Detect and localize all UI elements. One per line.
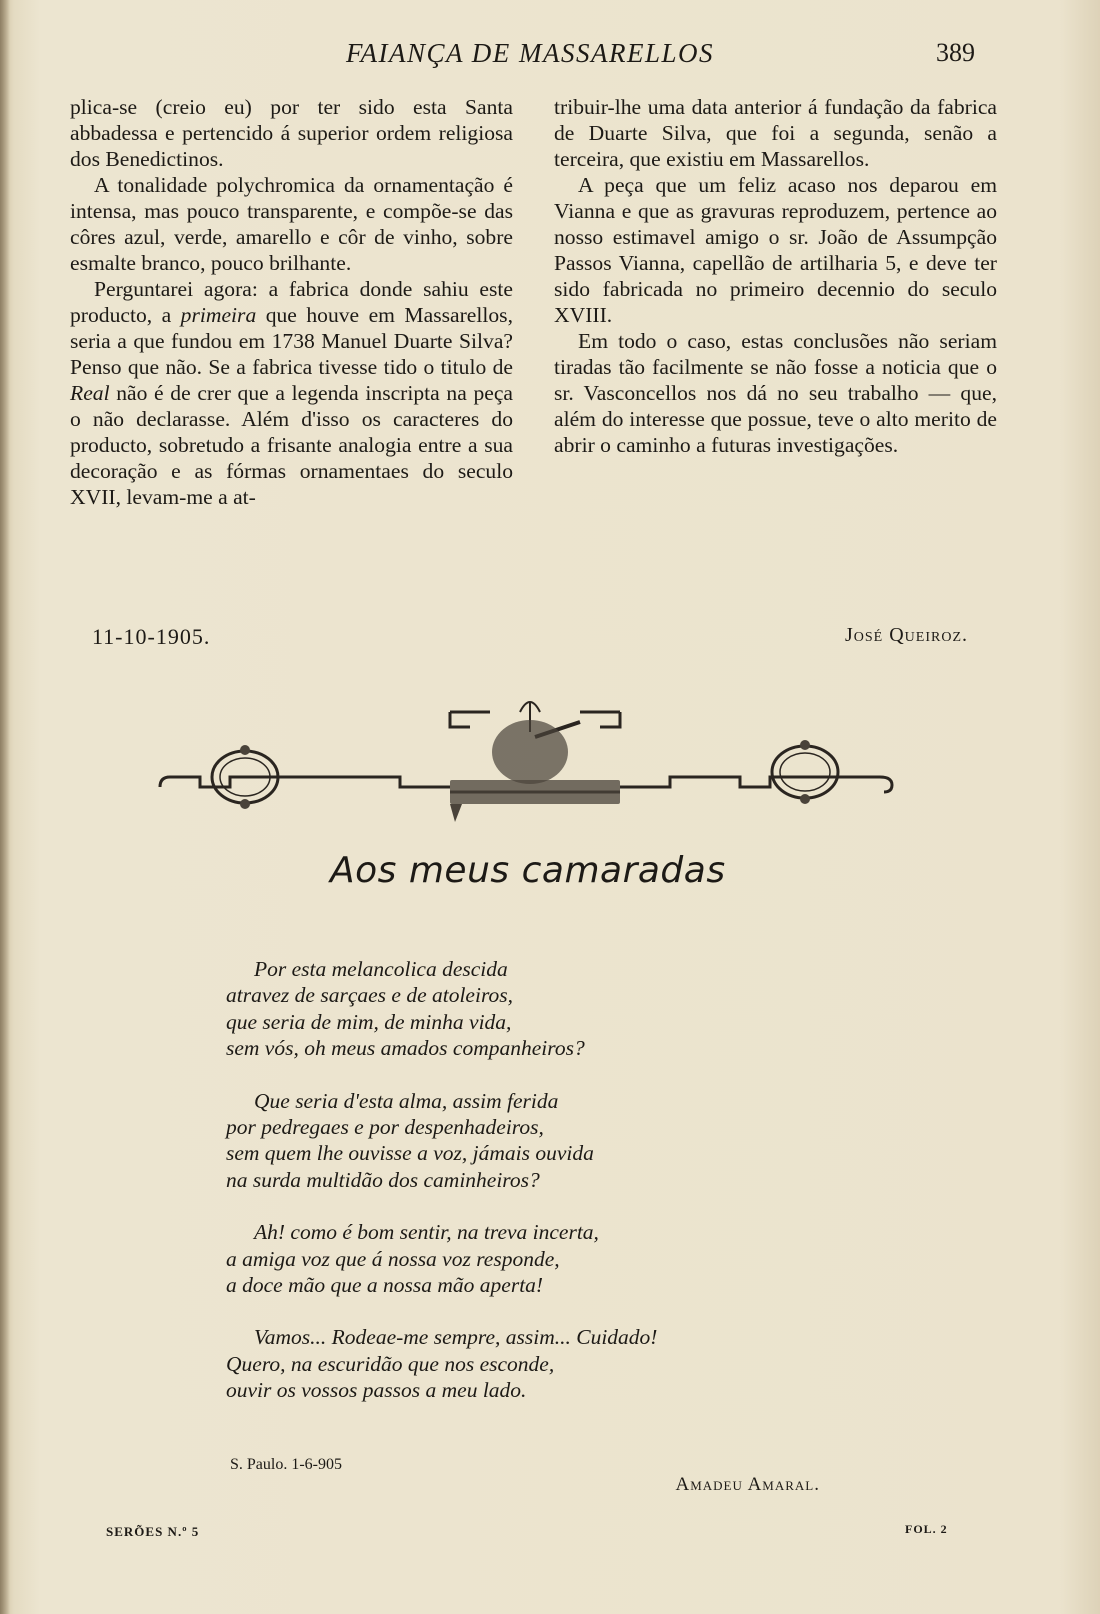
poem-line: Quero, na escuridão que nos esconde,: [226, 1351, 555, 1376]
text-run: Perguntarei agora: a fabrica donde sahiu este producto, a: [70, 277, 513, 327]
emphasis: primeira: [180, 303, 257, 327]
poem-line: Que seria d'esta alma, assim ferida: [254, 1088, 559, 1113]
poem-line: atravez de sarçaes e de atoleiros,: [226, 983, 514, 1008]
running-title: FAIANÇA DE MASSARELLOS: [346, 38, 714, 68]
stanza: [226, 1324, 866, 1403]
poem-line: sem quem lhe ouvisse a voz, jámais ouvida: [226, 1141, 594, 1166]
poem-line: a doce mão que a nossa mão aperta!: [226, 1273, 544, 1298]
poem-line: Ah! como é bom sentir, na treva incerta,: [254, 1220, 599, 1245]
stanza: [226, 1088, 866, 1194]
stanza: [226, 1219, 866, 1298]
footer-issue: SERÕES N.º 5: [106, 1524, 200, 1539]
poem: [226, 956, 866, 1430]
poem-line: por pedregaes e por despenhadeiros,: [226, 1115, 544, 1140]
paragraph: tribuir-lhe uma data anterior á fundação da fabrica de Duarte Silva, que foi a segunda, senão a terceira, que existiu em Massarellos.: [554, 95, 997, 171]
poem-title: Aos meus camaradas: [330, 850, 726, 891]
page-number: 389: [936, 38, 975, 67]
poem-line: que seria de mim, de minha vida,: [226, 1009, 512, 1034]
article-date: 11-10-1905.: [92, 624, 211, 649]
footer-folio: FOL. 2: [905, 1522, 948, 1536]
paragraph: A peça que um feliz acaso nos deparou em Vianna e que as gravuras reproduzem, pertence ao nosso estimavel amigo o sr. João de Assumpção Passos Vianna, capellão de artilharia 5, e deve ter sido fabricada no primeiro decennio do seculo XVIII.: [554, 173, 997, 327]
text-run: que houve em Massarellos, seria a que fundou em 1738 Manuel Duarte Silva? Penso que não. Se a fabrica tivesse tido o titulo de: [70, 303, 513, 379]
poem-line: sem vós, oh meus amados companheiros?: [226, 1036, 585, 1061]
left-column: [70, 94, 513, 510]
binding-shadow: [0, 0, 10, 1614]
poem-line: na surda multidão dos caminheiros?: [226, 1167, 540, 1192]
poem-line: ouvir os vossos passos a meu lado.: [226, 1378, 527, 1403]
text-run: não é de crer que a legenda inscripta na peça o não declarasse. Além d'isso os caracteres do producto, sobretudo a frisante analogia entre a sua decoração e as fórmas ornamentaes do seculo XVII, levam-me a at-: [70, 381, 513, 509]
paragraph: plica-se (creio eu) por ter sido esta Santa abbadessa e pertencido á superior ordem religiosa dos Benedictinos.: [70, 95, 513, 171]
paragraph: Em todo o caso, estas conclusões não seriam tiradas tão facilmente se não fosse a noticia que o sr. Vasconcellos nos dá no seu trabalho — que, além do interesse que possue, teve o alto merito de abrir o caminho a futuras investigações.: [554, 329, 997, 457]
stanza: [226, 956, 866, 1062]
article-author: José Queiroz.: [845, 624, 968, 646]
right-column: [554, 94, 997, 458]
poem-line: Por esta melancolica descida: [254, 957, 508, 981]
paragraph: [70, 276, 513, 510]
decorative-ornament: [150, 692, 920, 842]
poem-line: a amiga voz que á nossa voz responde,: [226, 1246, 560, 1271]
emphasis: Real: [70, 381, 110, 405]
poem-author: Amadeu Amaral.: [675, 1474, 820, 1495]
poem-line: Vamos... Rodeae-me sempre, assim... Cuidado!: [254, 1325, 658, 1350]
paragraph: A tonalidade polychromica da ornamentação é intensa, mas pouco transparente, e compõe-se das côres azul, verde, amarello e côr de vinho, sobre esmalte branco, pouco brilhante.: [70, 173, 513, 275]
poem-date: S. Paulo. 1-6-905: [230, 1456, 342, 1473]
